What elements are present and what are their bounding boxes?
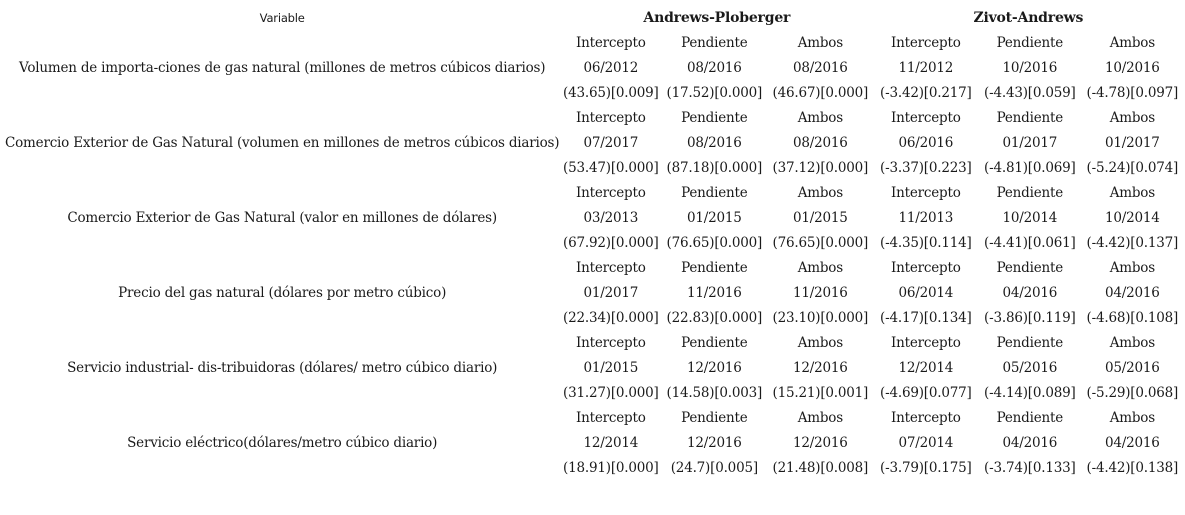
break-date-row [5,130,1182,155]
group-header-andrews-ploberger: Andrews-Ploberger [643,9,791,26]
method-label-cell: Intercepto [891,34,961,51]
break-date-cell: 12/2016 [686,359,742,376]
table-body [5,30,1182,480]
break-date-cell: 01/2015 [583,359,639,376]
variable-name: Servicio industrial- dis-tribuidoras (dólares/ metro cúbico diario) [67,359,498,376]
method-label-cell: Pendiente [996,184,1064,201]
break-date-cell: 05/2016 [1002,359,1058,376]
break-date-cell: 11/2016 [686,284,742,301]
statistic-cell: (76.65)[0.000] [772,234,869,251]
statistic-cell: (37.12)[0.000] [772,159,869,176]
method-label-row [5,30,1182,55]
method-label-cell: Ambos [797,334,843,351]
break-date-cell: 11/2016 [792,284,848,301]
variable-header: Variable [259,10,305,25]
break-date-row [5,430,1182,455]
break-date-cell: 03/2013 [583,209,639,226]
variable-cell-empty [5,230,559,255]
variable-cell-empty [5,30,559,55]
statistic-cell: (23.10)[0.000] [772,309,869,326]
variable-name: Precio del gas natural (dólares por metro cúbico) [118,284,447,301]
method-label-cell: Ambos [1109,109,1155,126]
method-label-cell: Ambos [797,259,843,276]
method-label-cell: Pendiente [681,184,748,201]
method-label-cell: Intercepto [891,184,961,201]
statistic-cell: (24.7)[0.005] [670,459,758,476]
method-label-cell: Pendiente [681,109,748,126]
statistic-cell: (18.91)[0.000] [563,459,659,476]
statistic-cell: (-4.42)[0.137] [1086,234,1179,251]
break-date-cell: 04/2016 [1002,434,1058,451]
break-date-cell: 12/2016 [792,434,848,451]
variable-cell-empty [5,255,559,280]
variable-name: Servicio eléctrico(dólares/metro cúbico diario) [127,434,438,451]
statistic-cell: (-4.81)[0.069] [984,159,1076,176]
break-date-cell: 04/2016 [1104,284,1160,301]
break-date-cell: 08/2016 [792,134,848,151]
break-date-cell: 08/2016 [686,59,742,76]
break-test-table [5,5,1182,480]
method-label-row [5,330,1182,355]
method-label-cell: Ambos [1109,259,1155,276]
statistic-cell: (-3.74)[0.133] [984,459,1076,476]
break-date-cell: 10/2016 [1002,59,1058,76]
variable-cell-empty [5,455,559,480]
method-label-cell: Pendiente [996,109,1064,126]
statistic-cell: (-4.78)[0.097] [1086,84,1179,101]
statistic-cell: (-4.69)[0.077] [880,384,972,401]
statistic-row [5,305,1182,330]
break-date-cell: 07/2017 [583,134,639,151]
statistic-cell: (14.58)[0.003] [666,384,763,401]
header-row [5,5,1182,30]
variable-cell-empty [5,305,559,330]
break-date-cell: 04/2016 [1002,284,1058,301]
method-label-cell: Pendiente [996,334,1064,351]
variable-name: Comercio Exterior de Gas Natural (valor en millones de dólares) [67,209,497,226]
statistic-row [5,155,1182,180]
method-label-cell: Intercepto [576,259,646,276]
break-date-cell: 08/2016 [686,134,742,151]
method-label-cell: Ambos [797,109,843,126]
method-label-cell: Pendiente [681,34,748,51]
break-date-row [5,280,1182,305]
statistic-cell: (-4.35)[0.114] [880,234,972,251]
method-label-cell: Intercepto [576,184,646,201]
method-label-cell: Ambos [1109,184,1155,201]
method-label-cell: Intercepto [891,334,961,351]
method-label-cell: Ambos [797,184,843,201]
method-label-cell: Intercepto [576,334,646,351]
break-date-cell: 12/2016 [792,359,848,376]
statistic-row [5,380,1182,405]
statistic-cell: (-3.79)[0.175] [880,459,972,476]
break-date-cell: 01/2017 [1104,134,1160,151]
break-date-cell: 06/2012 [583,59,639,76]
statistic-cell: (53.47)[0.000] [563,159,659,176]
statistic-cell: (-4.17)[0.134] [880,309,972,326]
break-date-cell: 10/2014 [1104,209,1160,226]
statistic-cell: (-3.86)[0.119] [984,309,1076,326]
statistic-cell: (43.65)[0.009] [563,84,659,101]
statistic-cell: (87.18)[0.000] [666,159,763,176]
method-label-row [5,255,1182,280]
method-label-row [5,105,1182,130]
method-label-cell: Pendiente [996,409,1064,426]
statistic-cell: (-3.42)[0.217] [880,84,972,101]
variable-cell-empty [5,405,559,430]
statistic-cell: (-5.29)[0.068] [1086,384,1179,401]
statistic-row [5,80,1182,105]
break-date-row [5,55,1182,80]
variable-name: Comercio Exterior de Gas Natural (volumen en millones de metros cúbicos diarios) [5,134,560,151]
method-label-cell: Pendiente [681,409,748,426]
variable-cell-empty [5,105,559,130]
method-label-cell: Intercepto [891,109,961,126]
method-label-cell: Intercepto [576,34,646,51]
statistic-cell: (-4.43)[0.059] [984,84,1076,101]
statistic-cell: (-4.41)[0.061] [984,234,1076,251]
statistic-row [5,230,1182,255]
method-label-cell: Ambos [1109,334,1155,351]
method-label-row [5,180,1182,205]
variable-cell-empty [5,330,559,355]
statistic-cell: (-5.24)[0.074] [1086,159,1179,176]
method-label-cell: Ambos [1109,34,1155,51]
statistic-cell: (76.65)[0.000] [666,234,763,251]
break-date-cell: 01/2015 [686,209,742,226]
statistic-cell: (21.48)[0.008] [772,459,869,476]
variable-cell-empty [5,80,559,105]
method-label-row [5,405,1182,430]
variable-name: Volumen de importa-ciones de gas natural (millones de metros cúbicos diarios) [19,59,546,76]
break-date-cell: 01/2017 [1002,134,1058,151]
break-date-cell: 04/2016 [1104,434,1160,451]
statistic-cell: (-4.68)[0.108] [1086,309,1179,326]
break-date-cell: 01/2017 [583,284,639,301]
break-date-cell: 10/2016 [1104,59,1160,76]
statistic-cell: (17.52)[0.000] [666,84,763,101]
break-date-cell: 10/2014 [1002,209,1058,226]
break-date-cell: 08/2016 [792,59,848,76]
variable-cell-empty [5,180,559,205]
statistic-cell: (-4.14)[0.089] [984,384,1076,401]
method-label-cell: Pendiente [681,334,748,351]
group-header-zivot-andrews: Zivot-Andrews [973,9,1084,26]
method-label-cell: Ambos [1109,409,1155,426]
statistic-cell: (15.21)[0.001] [772,384,869,401]
statistic-row [5,455,1182,480]
statistic-cell: (31.27)[0.000] [563,384,659,401]
method-label-cell: Intercepto [576,409,646,426]
method-label-cell: Pendiente [681,259,748,276]
variable-cell-empty [5,380,559,405]
method-label-cell: Intercepto [891,259,961,276]
statistic-cell: (22.83)[0.000] [666,309,763,326]
break-date-cell: 06/2014 [898,284,954,301]
method-label-cell: Ambos [797,34,843,51]
method-label-cell: Pendiente [996,259,1064,276]
break-date-row [5,355,1182,380]
break-date-cell: 12/2014 [583,434,639,451]
break-date-cell: 11/2012 [898,59,954,76]
statistic-cell: (46.67)[0.000] [772,84,869,101]
method-label-cell: Intercepto [576,109,646,126]
break-date-cell: 11/2013 [898,209,954,226]
method-label-cell: Ambos [797,409,843,426]
break-date-cell: 07/2014 [898,434,954,451]
break-date-cell: 05/2016 [1104,359,1160,376]
break-date-row [5,205,1182,230]
statistic-cell: (-3.37)[0.223] [880,159,972,176]
method-label-cell: Pendiente [996,34,1064,51]
break-date-cell: 06/2016 [898,134,954,151]
break-date-cell: 12/2016 [686,434,742,451]
statistic-cell: (22.34)[0.000] [563,309,659,326]
method-label-cell: Intercepto [891,409,961,426]
break-date-cell: 01/2015 [792,209,848,226]
statistic-cell: (67.92)[0.000] [563,234,659,251]
statistic-cell: (-4.42)[0.138] [1086,459,1179,476]
break-date-cell: 12/2014 [898,359,954,376]
variable-cell-empty [5,155,559,180]
